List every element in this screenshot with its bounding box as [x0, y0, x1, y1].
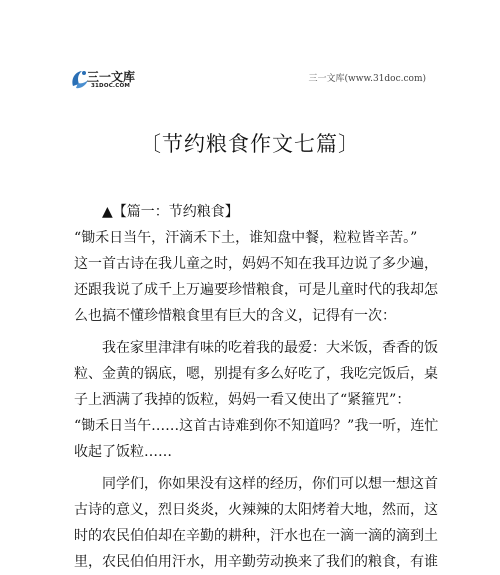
logo-text: 三一文库 — [87, 70, 136, 84]
site-logo[interactable] — [70, 66, 140, 94]
paragraph-1 — [74, 225, 444, 329]
paragraph-line: 这一首古诗在我儿童之时，妈妈不知在我耳边说了多少遍， — [74, 256, 438, 272]
paragraph-line: 么也搞不懂珍惜粮食里有巨大的含义，记得有一次： — [74, 308, 396, 324]
section-heading: ▲【篇一：节约粮食】 — [102, 204, 239, 220]
paragraph-line: “锄禾日当午，汗滴禾下土，谁知盘中餐，粒粒皆辛苦。” — [74, 230, 418, 246]
logo-subtext: 31DOC.COM — [91, 83, 131, 89]
paragraph-2 — [74, 335, 444, 465]
paragraph-line: 粒、金黄的锅底，嗯，别提有多么好吃了，我吃完饭后，桌 — [74, 366, 438, 382]
paragraph-line: 我在家里津津有味的吃着我的最爱：大米饭，香香的饭 — [102, 340, 438, 356]
paragraph-line: “锄禾日当午……这首古诗难到你不知道吗？”我一听，连忙 — [74, 418, 439, 434]
paragraph-3 — [74, 471, 444, 575]
paragraph-line: 时的农民伯伯却在辛勤的耕种，汗水也在一滴一滴的滴到土 — [74, 528, 438, 544]
paragraph-line: 古诗的意义，烈日炎炎，火辣辣的太阳烤着大地，然而，这 — [74, 502, 438, 518]
paragraph-line: 收起了饭粒…… — [74, 444, 172, 460]
document-title: 〔节约粮食作文七篇〕 — [140, 132, 360, 156]
paragraph-line: 子上洒满了我掉的饭粒，妈妈一看又使出了“紧箍咒”： — [74, 392, 411, 408]
paragraph-line: 还跟我说了成千上万遍要珍惜粮食，可是儿童时代的我却怎 — [74, 282, 438, 298]
page-header — [0, 0, 500, 110]
paragraph-line: 同学们，你如果没有这样的经历，你们可以想一想这首 — [102, 476, 438, 492]
paragraph-line: 里，农民伯伯用汗水，用辛勤劳动换来了我们的粮食，有谁 — [74, 554, 438, 570]
site-reference: 三一文库(www.31doc.com) — [308, 74, 426, 84]
document-body — [74, 199, 444, 575]
